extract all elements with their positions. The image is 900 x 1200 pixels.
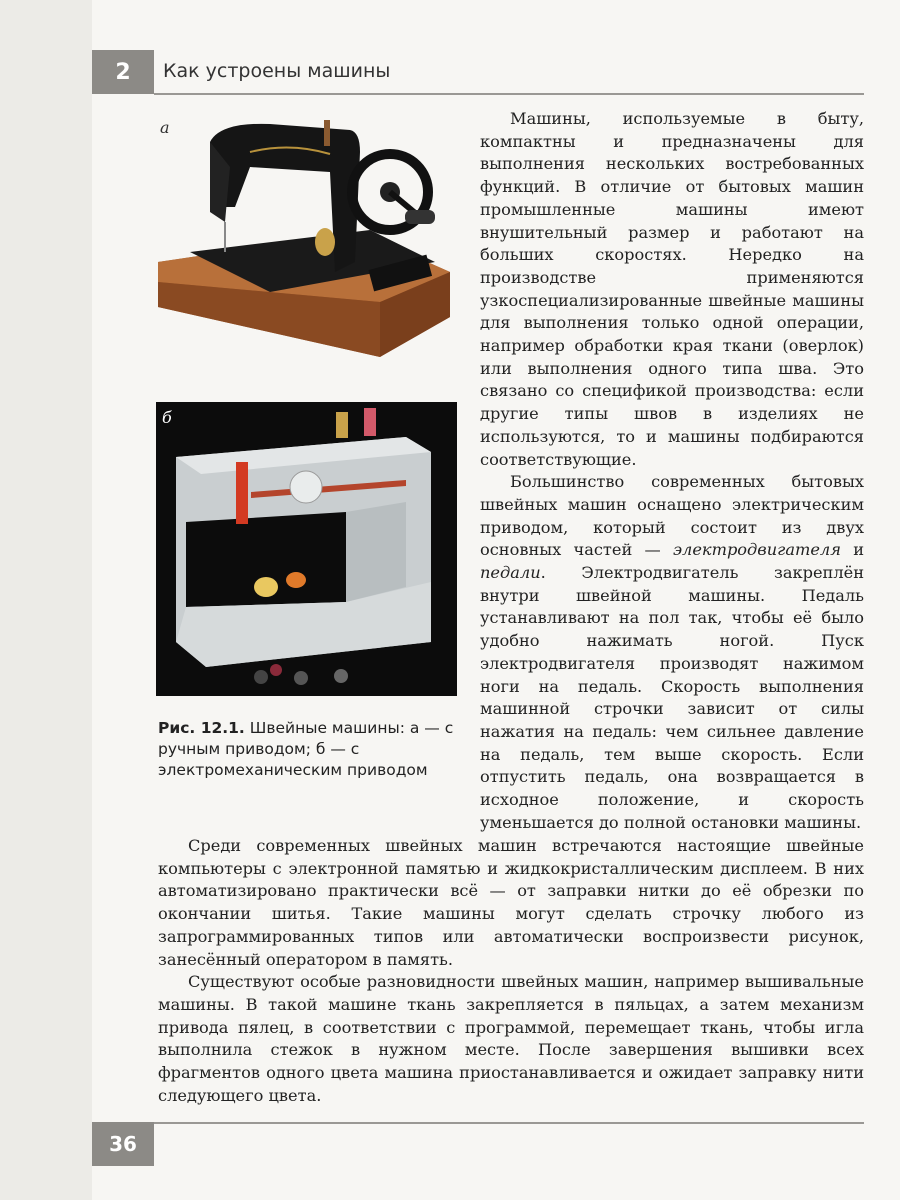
photo-b-label: б — [162, 408, 172, 427]
caption-text: Швейные машины: а — с ручным приводом; б — с электромеханическим приводом — [158, 719, 454, 779]
chapter-number: 2 — [92, 50, 154, 94]
paragraph-2-part-b: и — [840, 540, 864, 560]
paragraph-2-part-a: Большинство современных бытовых швейных машин оснащено электрическим приводом, который состоит из двух основных частей — — [480, 472, 864, 560]
paragraph-3: Среди современных швейных машин встречаются настоящие швейные компьютеры с электронной памятью и жидкокристаллическим дисплеем. В них автоматизировано практически всё — от заправки нитки до её обрезки по окончании шитья. Такие машины могут сделать строчку любого из запрограммированных типов или автоматически воспроизвести рисунок, занесённый оператором в память. — [158, 836, 864, 969]
paragraph-2-part-c: . Электродвигатель закреплён внутри швейной машины. Педаль устанавливают на пол так, чтобы её было удобно нажимать ногой. Пуск электродвигателя производят нажимом ноги на педаль. Скорость выполнения машинной строчки зависит от силы нажатия на педаль: чем сильнее давление на педаль, тем выше скорость. Если отпустить педаль, она возвращается в исходное положение, и скорость уменьшается до полной остановки машины. — [480, 563, 864, 832]
paragraph-1: Машины, используемые в быту, компактны и предназначены для выполнения нескольких востребованных функций. В отличие от бытовых машин промышленные машины имеют внушительный размер и работают на больших скоростях. Нередко на производстве применяются узкоспециализированные швейные машины для выполнения только одной операции, например обработки края ткани (оверлок) или выполнения одного типа шва. Это связано со спецификой производства: если другие типы швов в изделиях не используются, то и машины подбираются соответствующие. — [480, 109, 864, 469]
figure-caption — [158, 718, 458, 781]
page-margin — [0, 0, 92, 1200]
paragraph-2 — [480, 471, 864, 834]
body-full-width — [158, 835, 864, 1107]
header-rule — [154, 93, 864, 95]
chapter-title: Как устроены машины — [163, 60, 391, 82]
page-number: 36 — [92, 1122, 154, 1166]
footer-rule — [154, 1122, 864, 1124]
photo-a-label: а — [160, 118, 170, 137]
body-column-right — [480, 108, 864, 835]
term-pedal: педали — [480, 563, 541, 583]
hand-sewing-machine-image — [150, 112, 465, 384]
caption-prefix: Рис. 12.1. — [158, 719, 245, 737]
term-electric-motor: электродвигателя — [672, 540, 841, 560]
electric-sewing-machine-image — [156, 402, 457, 696]
paragraph-4: Существуют особые разновидности швейных машин, например вышивальные машины. В такой машине ткань закрепляется в пяльцах, а затем механизм привода пялец, в соответствии с программой, перемещает ткань, чтобы игла выполнила стежок в нужном месте. После завершения вышивки всех фрагментов одного цвета машина приостанавливается и ожидает заправку нити следующего цвета. — [158, 972, 864, 1105]
